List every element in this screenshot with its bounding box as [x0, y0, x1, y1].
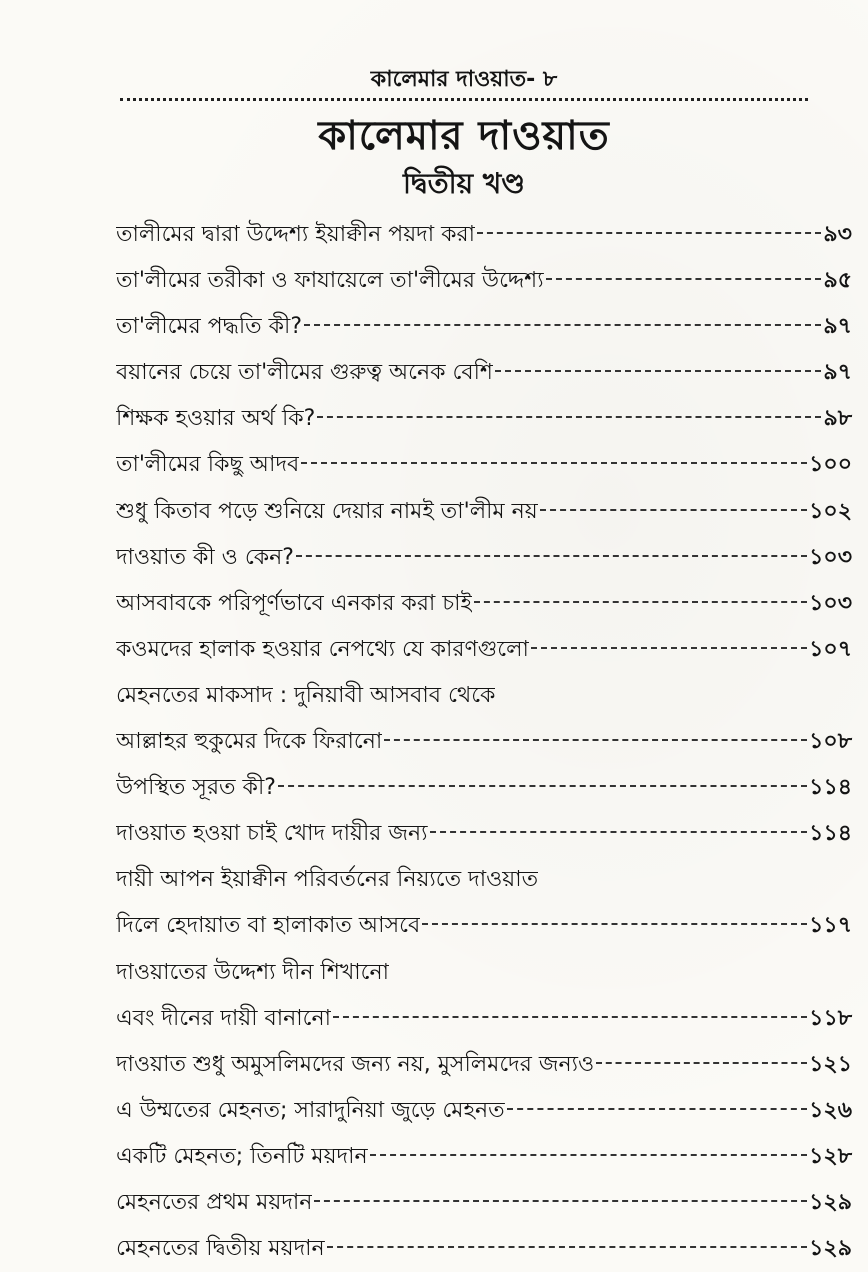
- toc-entry: [116, 1088, 852, 1134]
- toc-entry-page: ১২১: [809, 1051, 852, 1077]
- toc-entry: [116, 1042, 852, 1088]
- toc-entry-continued: [116, 857, 852, 903]
- toc-entry-title: মেহনতের মাকসাদ : দুনিয়াবী আসবাব থেকে: [116, 682, 496, 708]
- toc-entry-continued: [116, 950, 852, 996]
- toc-leader: [296, 555, 807, 557]
- toc-entry-title: তা'লীমের তরীকা ও ফাযায়েলে তা'লীমের উদ্দেশ্য: [116, 268, 544, 294]
- toc-entry: [116, 627, 852, 673]
- toc-entry: [116, 212, 852, 258]
- toc-entry-page: ১০৭: [809, 636, 852, 662]
- toc-entry: [116, 765, 852, 811]
- toc-entry: [116, 903, 852, 949]
- toc-leader: [596, 1062, 807, 1064]
- toc-entry-page: ১১৮: [809, 1005, 852, 1031]
- toc-entry-title: তালীমের দ্বারা উদ্দেশ্য ইয়াক্বীন পয়দা করা: [116, 222, 475, 247]
- toc-entry-page: ১১৪: [809, 821, 852, 847]
- toc-leader: [531, 647, 807, 649]
- toc-entry-title: তা'লীমের পদ্ধতি কী?: [116, 314, 302, 340]
- toc-entry-page: ১০৮: [809, 729, 852, 755]
- toc-entry-continued: [116, 673, 852, 719]
- header-dotted-rule: [120, 98, 808, 101]
- toc-entry-page: ১২৬: [809, 1097, 852, 1123]
- toc-leader: [278, 785, 807, 787]
- toc-entry-title: দায়ী আপন ইয়াক্বীন পরিবর্তনের নিয়্যতে দাওয়াত: [116, 867, 539, 893]
- toc-entry-title: এবং দীনের দায়ী বানানো: [116, 1005, 332, 1031]
- toc-entry-title: শুধু কিতাব পড়ে শুনিয়ে দেয়ার নামই তা'লীম নয়: [116, 498, 538, 524]
- toc-leader: [474, 601, 807, 603]
- toc-entry-title: শিক্ষক হওয়ার অর্থ কি?: [116, 406, 316, 432]
- toc-entry-page: ৯৮: [823, 406, 852, 432]
- toc-entry-title: বয়ানের চেয়ে তা'লীমের গুরুত্ব অনেক বেশি: [116, 360, 493, 386]
- table-of-contents: [116, 212, 852, 1272]
- toc-leader: [327, 1246, 808, 1248]
- toc-entry: [116, 581, 852, 627]
- toc-entry-page: ১২৯: [809, 1189, 852, 1215]
- toc-entry-title: তা'লীমের কিছু আদব: [116, 452, 300, 478]
- toc-leader: [301, 462, 807, 464]
- toc-entry-page: ১১৭: [809, 913, 852, 939]
- toc-entry-page: ৯৭: [823, 314, 852, 340]
- toc-entry-page: ১০২: [809, 498, 852, 524]
- toc-entry-title: আল্লাহর হুকুমের দিকে ফিরানো: [116, 729, 383, 755]
- toc-entry: [116, 1134, 852, 1180]
- toc-entry: [116, 996, 852, 1042]
- toc-entry-title: দাওয়াত শুধু অমুসলিমদের জন্য নয়, মুসলিমদের জন্যও: [116, 1051, 595, 1077]
- toc-leader: [546, 278, 822, 280]
- toc-entry: [116, 811, 852, 857]
- toc-entry: [116, 396, 852, 442]
- toc-entry-page: ১০৩: [809, 544, 852, 570]
- toc-leader: [430, 831, 808, 833]
- toc-entry-page: ১২৯: [809, 1236, 852, 1262]
- toc-entry-page: ১০৩: [809, 590, 852, 616]
- toc-entry-page: ৯৩: [823, 222, 852, 247]
- toc-entry: [116, 350, 852, 396]
- toc-entry: [116, 535, 852, 581]
- toc-entry-title: একটি মেহনত; তিনটি ময়দান: [116, 1143, 368, 1169]
- toc-entry: [116, 719, 852, 765]
- toc-leader: [422, 923, 807, 925]
- toc-entry-title: দাওয়াত হওয়া চাই খোদ দায়ীর জন্য: [116, 821, 428, 847]
- toc-entry-page: ১০০: [809, 452, 852, 478]
- toc-entry-title: উপস্থিত সূরত কী?: [116, 775, 276, 801]
- toc-leader: [495, 370, 821, 372]
- toc-entry: [116, 1226, 852, 1272]
- toc-entry-title: মেহনতের দ্বিতীয় ময়দান: [116, 1236, 325, 1262]
- toc-leader: [317, 416, 821, 418]
- toc-leader: [384, 739, 807, 741]
- toc-entry-page: ৯৫: [823, 268, 852, 294]
- toc-entry: [116, 304, 852, 350]
- toc-entry: [116, 1180, 852, 1226]
- toc-entry-title: দাওয়াত কী ও কেন?: [116, 544, 294, 570]
- toc-entry: [116, 442, 852, 488]
- toc-leader: [507, 1108, 807, 1110]
- running-header: কালেমার দাওয়াত- ৮: [370, 67, 558, 92]
- toc-leader: [477, 232, 821, 234]
- toc-entry-page: ১১৪: [809, 775, 852, 801]
- section-title: দ্বিতীয় খণ্ড: [402, 167, 526, 200]
- toc-leader: [370, 1154, 808, 1156]
- toc-entry-page: ১২৮: [809, 1143, 852, 1169]
- toc-entry-title: আসবাবকে পরিপূর্ণভাবে এনকার করা চাই: [116, 590, 472, 616]
- toc-leader: [314, 1200, 807, 1202]
- toc-entry-title: মেহনতের প্রথম ময়দান: [116, 1189, 313, 1215]
- toc-entry: [116, 489, 852, 535]
- toc-entry-title: দিলে হেদায়াত বা হালাকাত আসবে: [116, 913, 421, 939]
- toc-entry-title: দাওয়াতের উদ্দেশ্য দীন শিখানো: [116, 959, 390, 985]
- toc-entry-title: কওমদের হালাক হওয়ার নেপথ্যে যে কারণগুলো: [116, 636, 529, 662]
- toc-entry-title: এ উম্মতের মেহনত; সারাদুনিয়া জুড়ে মেহনত: [116, 1097, 505, 1123]
- toc-leader: [304, 324, 821, 326]
- toc-leader: [333, 1016, 807, 1018]
- book-title: কালেমার দাওয়াত: [318, 113, 610, 159]
- toc-leader: [540, 509, 807, 511]
- toc-entry: [116, 258, 852, 304]
- toc-entry-page: ৯৭: [823, 360, 852, 386]
